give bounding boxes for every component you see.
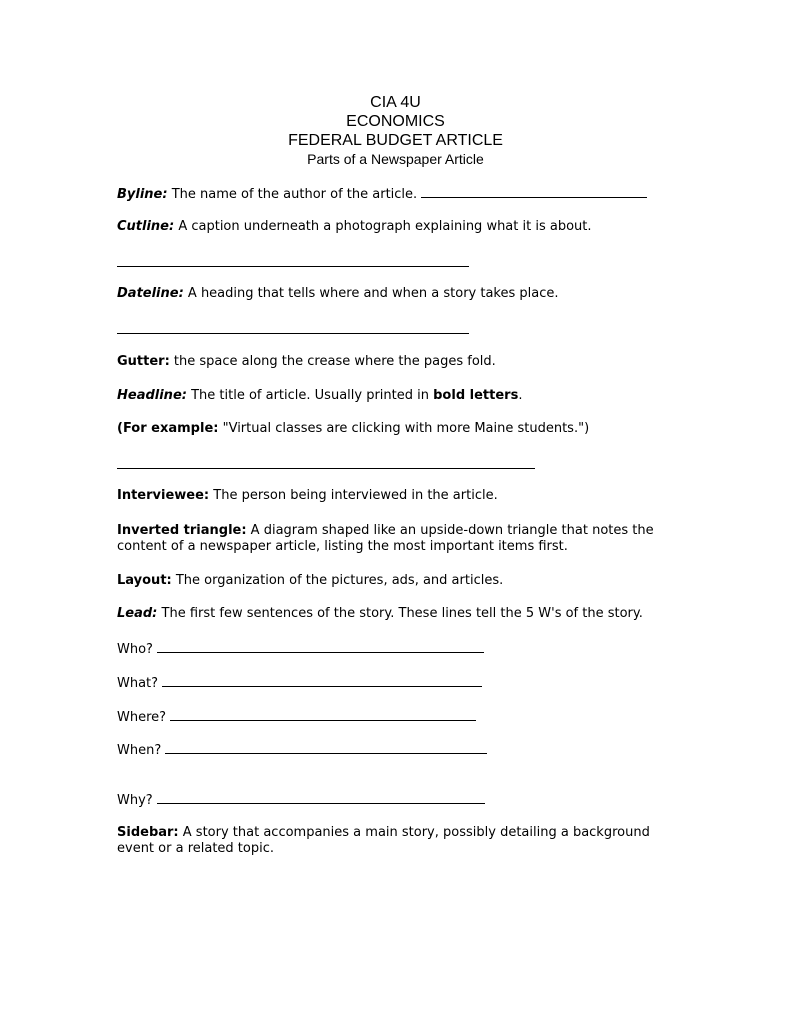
document-header <box>0 93 791 168</box>
inverted-triangle-term: Inverted triangle: <box>117 523 247 538</box>
byline-answer-blank[interactable] <box>421 185 647 198</box>
layout-term: Layout: <box>117 573 172 588</box>
byline-definition: The name of the author of the article. <box>167 187 422 202</box>
interviewee-term: Interviewee: <box>117 488 210 503</box>
cutline-answer-blank[interactable] <box>117 266 469 267</box>
inverted-triangle-definition: A diagram shaped like an upside-down triangle that notes the content of a newspaper article, listing the most important items first. <box>117 523 654 554</box>
headline-entry <box>117 388 662 404</box>
what-label: What? <box>117 676 163 691</box>
byline-term: Byline: <box>117 187 168 202</box>
sidebar-entry <box>117 825 662 857</box>
example-text: "Virtual classes are clicking with more Maine students.") <box>218 421 590 436</box>
sidebar-definition: A story that accompanies a main story, possibly detailing a background event or a related topic. <box>117 825 650 856</box>
example-term: (For example: <box>117 421 219 436</box>
layout-entry <box>117 573 662 589</box>
when-answer-blank[interactable] <box>165 741 487 754</box>
sidebar-term: Sidebar: <box>117 825 179 840</box>
dateline-term: Dateline: <box>117 286 184 301</box>
cutline-term: Cutline: <box>117 219 175 234</box>
gutter-entry <box>117 354 662 370</box>
when-question <box>117 741 662 759</box>
headline-bold-example: bold letters <box>433 388 519 403</box>
interviewee-definition: The person being interviewed in the article. <box>209 488 498 503</box>
cutline-definition: A caption underneath a photograph explaining what it is about. <box>174 219 592 234</box>
who-answer-blank[interactable] <box>157 640 484 653</box>
who-question <box>117 640 662 658</box>
why-answer-blank[interactable] <box>157 791 485 804</box>
dateline-entry <box>117 286 662 302</box>
dateline-answer-blank[interactable] <box>117 333 469 334</box>
byline-entry <box>117 185 662 203</box>
headline-end: . <box>518 388 523 403</box>
dateline-definition: A heading that tells where and when a story takes place. <box>183 286 559 301</box>
lead-term: Lead: <box>117 606 158 621</box>
example-answer-blank[interactable] <box>117 468 535 469</box>
where-answer-blank[interactable] <box>170 708 476 721</box>
lead-definition: The first few sentences of the story. These lines tell the 5 W's of the story. <box>157 606 643 621</box>
what-answer-blank[interactable] <box>162 674 482 687</box>
gutter-definition: the space along the crease where the pages fold. <box>169 354 496 369</box>
where-question <box>117 708 662 726</box>
headline-definition: The title of article. Usually printed in <box>186 388 434 403</box>
interviewee-entry <box>117 488 662 504</box>
cutline-entry <box>117 219 662 235</box>
lead-entry <box>117 606 662 622</box>
document-title: FEDERAL BUDGET ARTICLE <box>288 132 503 149</box>
where-label: Where? <box>117 710 171 725</box>
example-entry <box>117 421 662 437</box>
what-question <box>117 674 662 692</box>
gutter-term: Gutter: <box>117 354 170 369</box>
course-code: CIA 4U <box>370 94 421 111</box>
who-label: Who? <box>117 642 158 657</box>
why-question <box>117 791 662 809</box>
course-subject: ECONOMICS <box>346 113 445 130</box>
headline-term: Headline: <box>117 388 187 403</box>
document-subtitle: Parts of a Newspaper Article <box>307 151 484 167</box>
when-label: When? <box>117 743 166 758</box>
why-label: Why? <box>117 793 157 808</box>
inverted-triangle-entry <box>117 523 662 555</box>
layout-definition: The organization of the pictures, ads, and articles. <box>171 573 504 588</box>
